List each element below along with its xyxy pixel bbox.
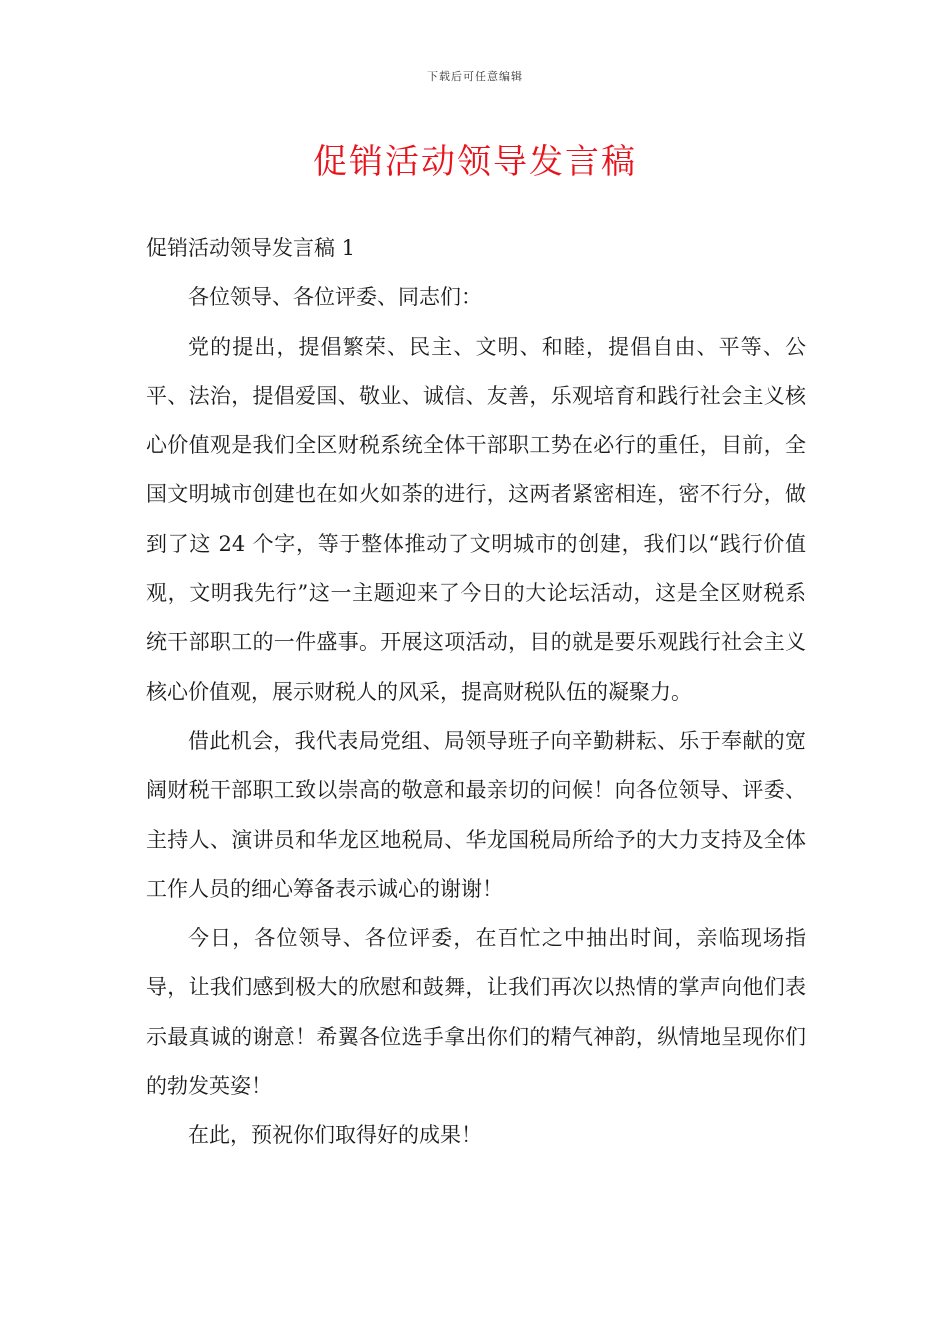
paragraph-3: 今日，各位领导、各位评委，在百忙之中抽出时间，亲临现场指导，让我们感到极大的欣慰和鼓舞，让我们再次以热情的掌声向他们表示最真诚的谢意！希翼各位选手拿出你们的精气神韵，纵情地呈现你们的勃发英姿！ — [146, 926, 806, 1099]
paragraph-2: 借此机会，我代表局党组、局领导班子向辛勤耕耘、乐于奉献的宽阔财税干部职工致以崇高的敬意和最亲切的问候！向各位领导、评委、主持人、演讲员和华龙区地税局、华龙国税局所给予的大力支持及全体工作人员的细心筹备表示诚心的谢谢！ — [146, 728, 806, 901]
paragraph-salutation: 各位领导、各位评委、同志们： — [188, 285, 482, 310]
paragraph-1: 党的提出，提倡繁荣、民主、文明、和睦，提倡自由、平等、公平、法治，提倡爱国、敬业、诚信、友善，乐观培育和践行社会主义核心价值观是我们全区财税系统全体干部职工势在必行的重任，目前，全国文明城市创建也在如火如荼的进行，这两者紧密相连，密不行分，做到了这 24 个字，等于整体推动了文明城市的创建，我们以“践行价值观，文明我先行”这一主题迎来了今日的大论坛活动，这是全区财税系统干部职工的一件盛事。开展这项活动，目的就是要乐观践行社会主义核心价值观，展示财税人的风采，提高财税队伍的凝聚力。 — [146, 334, 806, 704]
paragraph-closing: 在此，预祝你们取得好的成果！ — [188, 1123, 482, 1148]
section-heading: 促销活动领导发言稿 1 — [146, 236, 356, 260]
download-note: 下载后可任意编辑 — [427, 70, 523, 83]
document-body — [146, 224, 806, 1161]
document-title: 促销活动领导发言稿 — [313, 142, 637, 182]
